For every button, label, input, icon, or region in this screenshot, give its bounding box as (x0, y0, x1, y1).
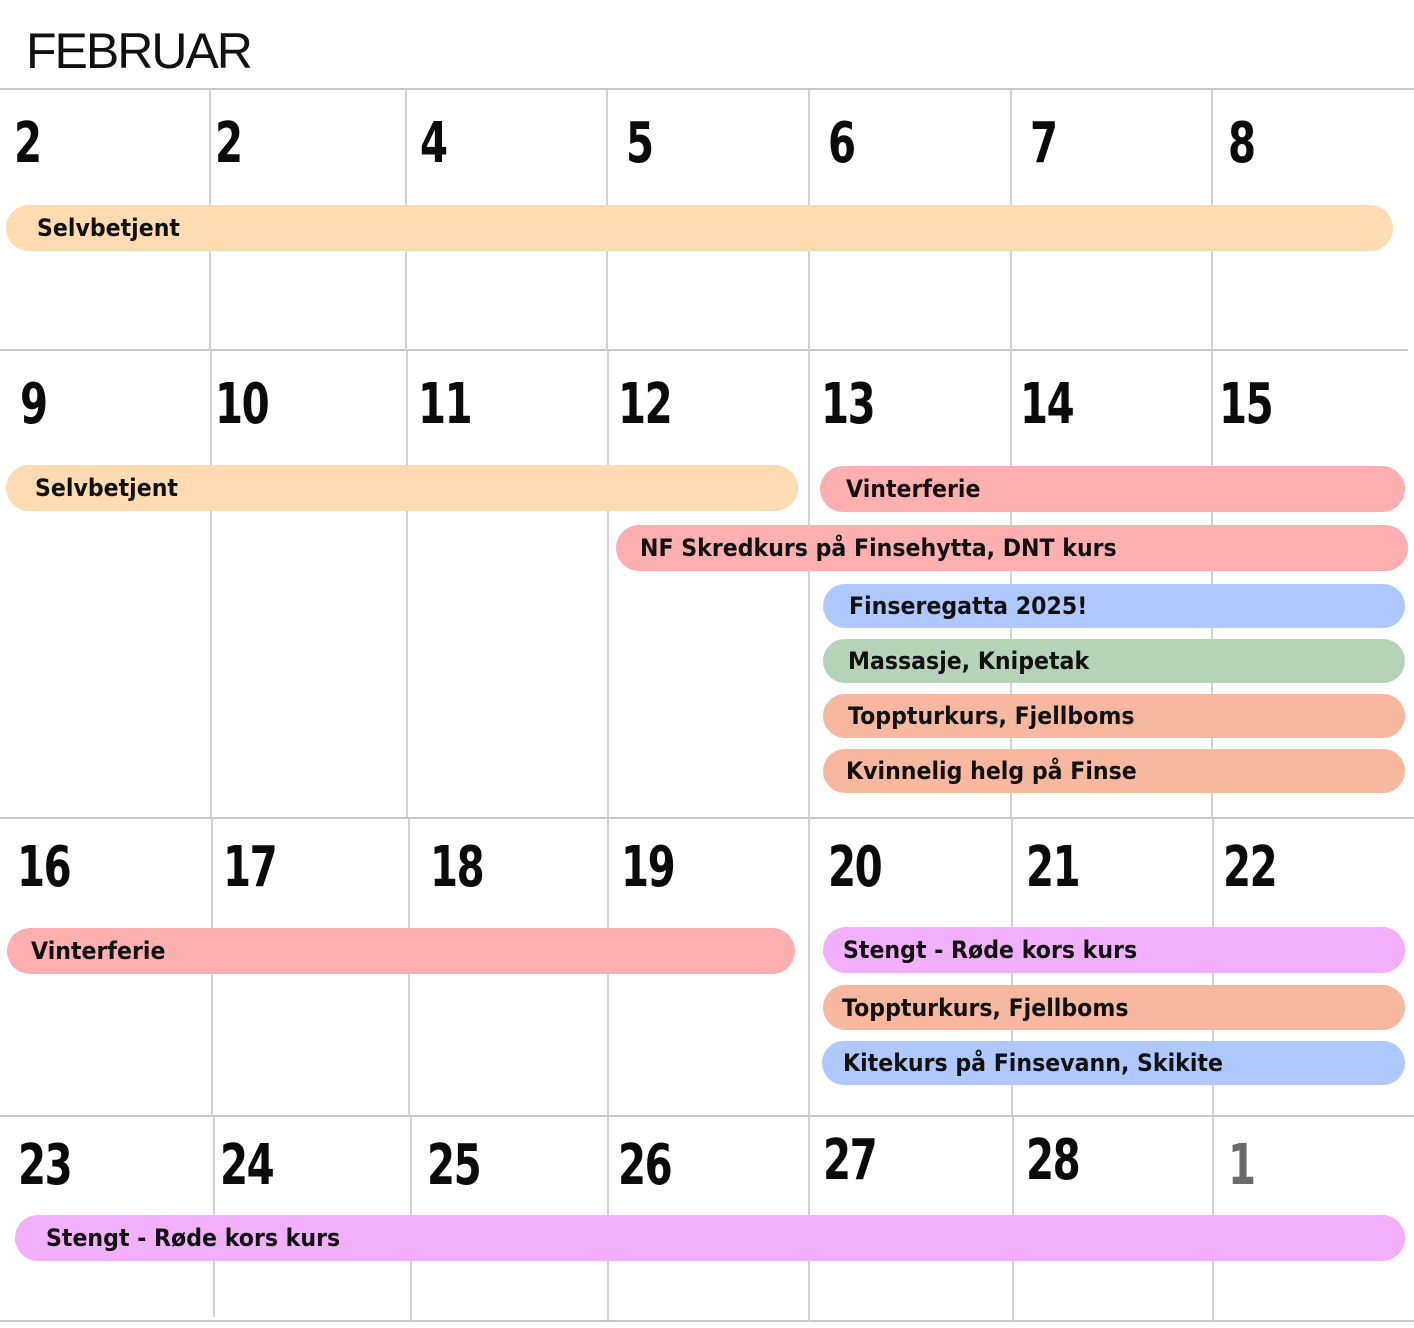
event-bar[interactable] (820, 466, 1405, 512)
day-number[interactable]: 18 (430, 835, 484, 900)
day-number[interactable]: 9 (20, 372, 47, 437)
grid-line (0, 88, 1414, 90)
day-number[interactable]: 24 (220, 1133, 274, 1198)
event-label: Stengt - Røde kors kurs (843, 936, 1138, 964)
day-number[interactable]: 17 (223, 835, 277, 900)
grid-line (406, 351, 408, 817)
day-number[interactable]: 22 (1223, 835, 1277, 900)
event-bar[interactable] (15, 1215, 1405, 1261)
day-number[interactable]: 8 (1228, 111, 1255, 176)
day-number[interactable]: 14 (1020, 372, 1074, 437)
event-label: NF Skredkurs på Finsehytta, DNT kurs (640, 534, 1117, 562)
grid-line (210, 351, 212, 817)
day-number[interactable]: 25 (427, 1133, 481, 1198)
day-number[interactable]: 21 (1026, 835, 1080, 900)
event-label: Finseregatta 2025! (849, 592, 1088, 620)
day-number[interactable]: 5 (626, 111, 653, 176)
event-bar[interactable] (6, 205, 1393, 251)
day-number[interactable]: 12 (618, 372, 672, 437)
event-bar[interactable] (616, 525, 1408, 571)
event-label: Toppturkurs, Fjellboms (848, 702, 1135, 730)
grid-line (0, 1320, 1414, 1322)
event-bar[interactable] (823, 927, 1405, 973)
day-number[interactable]: 11 (418, 372, 472, 437)
day-number[interactable]: 13 (821, 372, 875, 437)
day-number[interactable]: 15 (1219, 372, 1273, 437)
event-label: Kitekurs på Finsevann, Skikite (843, 1049, 1223, 1077)
event-bar[interactable] (823, 639, 1405, 683)
day-number[interactable]: 2 (215, 111, 242, 176)
event-label: Kvinnelig helg på Finse (846, 757, 1137, 785)
event-bar[interactable] (823, 694, 1405, 738)
event-label: Toppturkurs, Fjellboms (842, 993, 1129, 1022)
day-number[interactable]: 23 (18, 1133, 72, 1198)
event-label: Vinterferie (31, 937, 166, 965)
event-bar[interactable] (6, 465, 798, 511)
grid-line (808, 351, 810, 817)
event-bar[interactable] (7, 928, 795, 974)
day-number[interactable]: 28 (1026, 1128, 1080, 1193)
event-bar[interactable] (823, 749, 1405, 793)
day-number[interactable]: 16 (17, 835, 71, 900)
grid-line (607, 351, 609, 817)
month-title: FEBRUAR (26, 23, 251, 79)
day-number[interactable]: 6 (828, 111, 855, 176)
day-number[interactable]: 27 (823, 1128, 877, 1193)
day-number[interactable]: 20 (828, 835, 882, 900)
grid-line (808, 819, 810, 1115)
day-number[interactable]: 4 (420, 111, 447, 176)
event-bar[interactable] (822, 1041, 1405, 1085)
day-number[interactable]: 19 (621, 835, 675, 900)
day-number[interactable]: 10 (215, 372, 269, 437)
event-label: Massasje, Knipetak (848, 647, 1090, 675)
day-number-next-month[interactable]: 1 (1228, 1133, 1255, 1198)
day-number[interactable]: 26 (618, 1133, 672, 1198)
day-number[interactable]: 7 (1030, 111, 1057, 176)
event-label: Stengt - Røde kors kurs (46, 1224, 341, 1252)
event-label: Selvbetjent (37, 214, 181, 242)
day-number[interactable]: 2 (14, 111, 41, 176)
event-bar[interactable] (823, 985, 1405, 1030)
event-label: Selvbetjent (35, 474, 179, 502)
event-bar[interactable] (823, 584, 1405, 628)
event-label: Vinterferie (846, 475, 981, 503)
